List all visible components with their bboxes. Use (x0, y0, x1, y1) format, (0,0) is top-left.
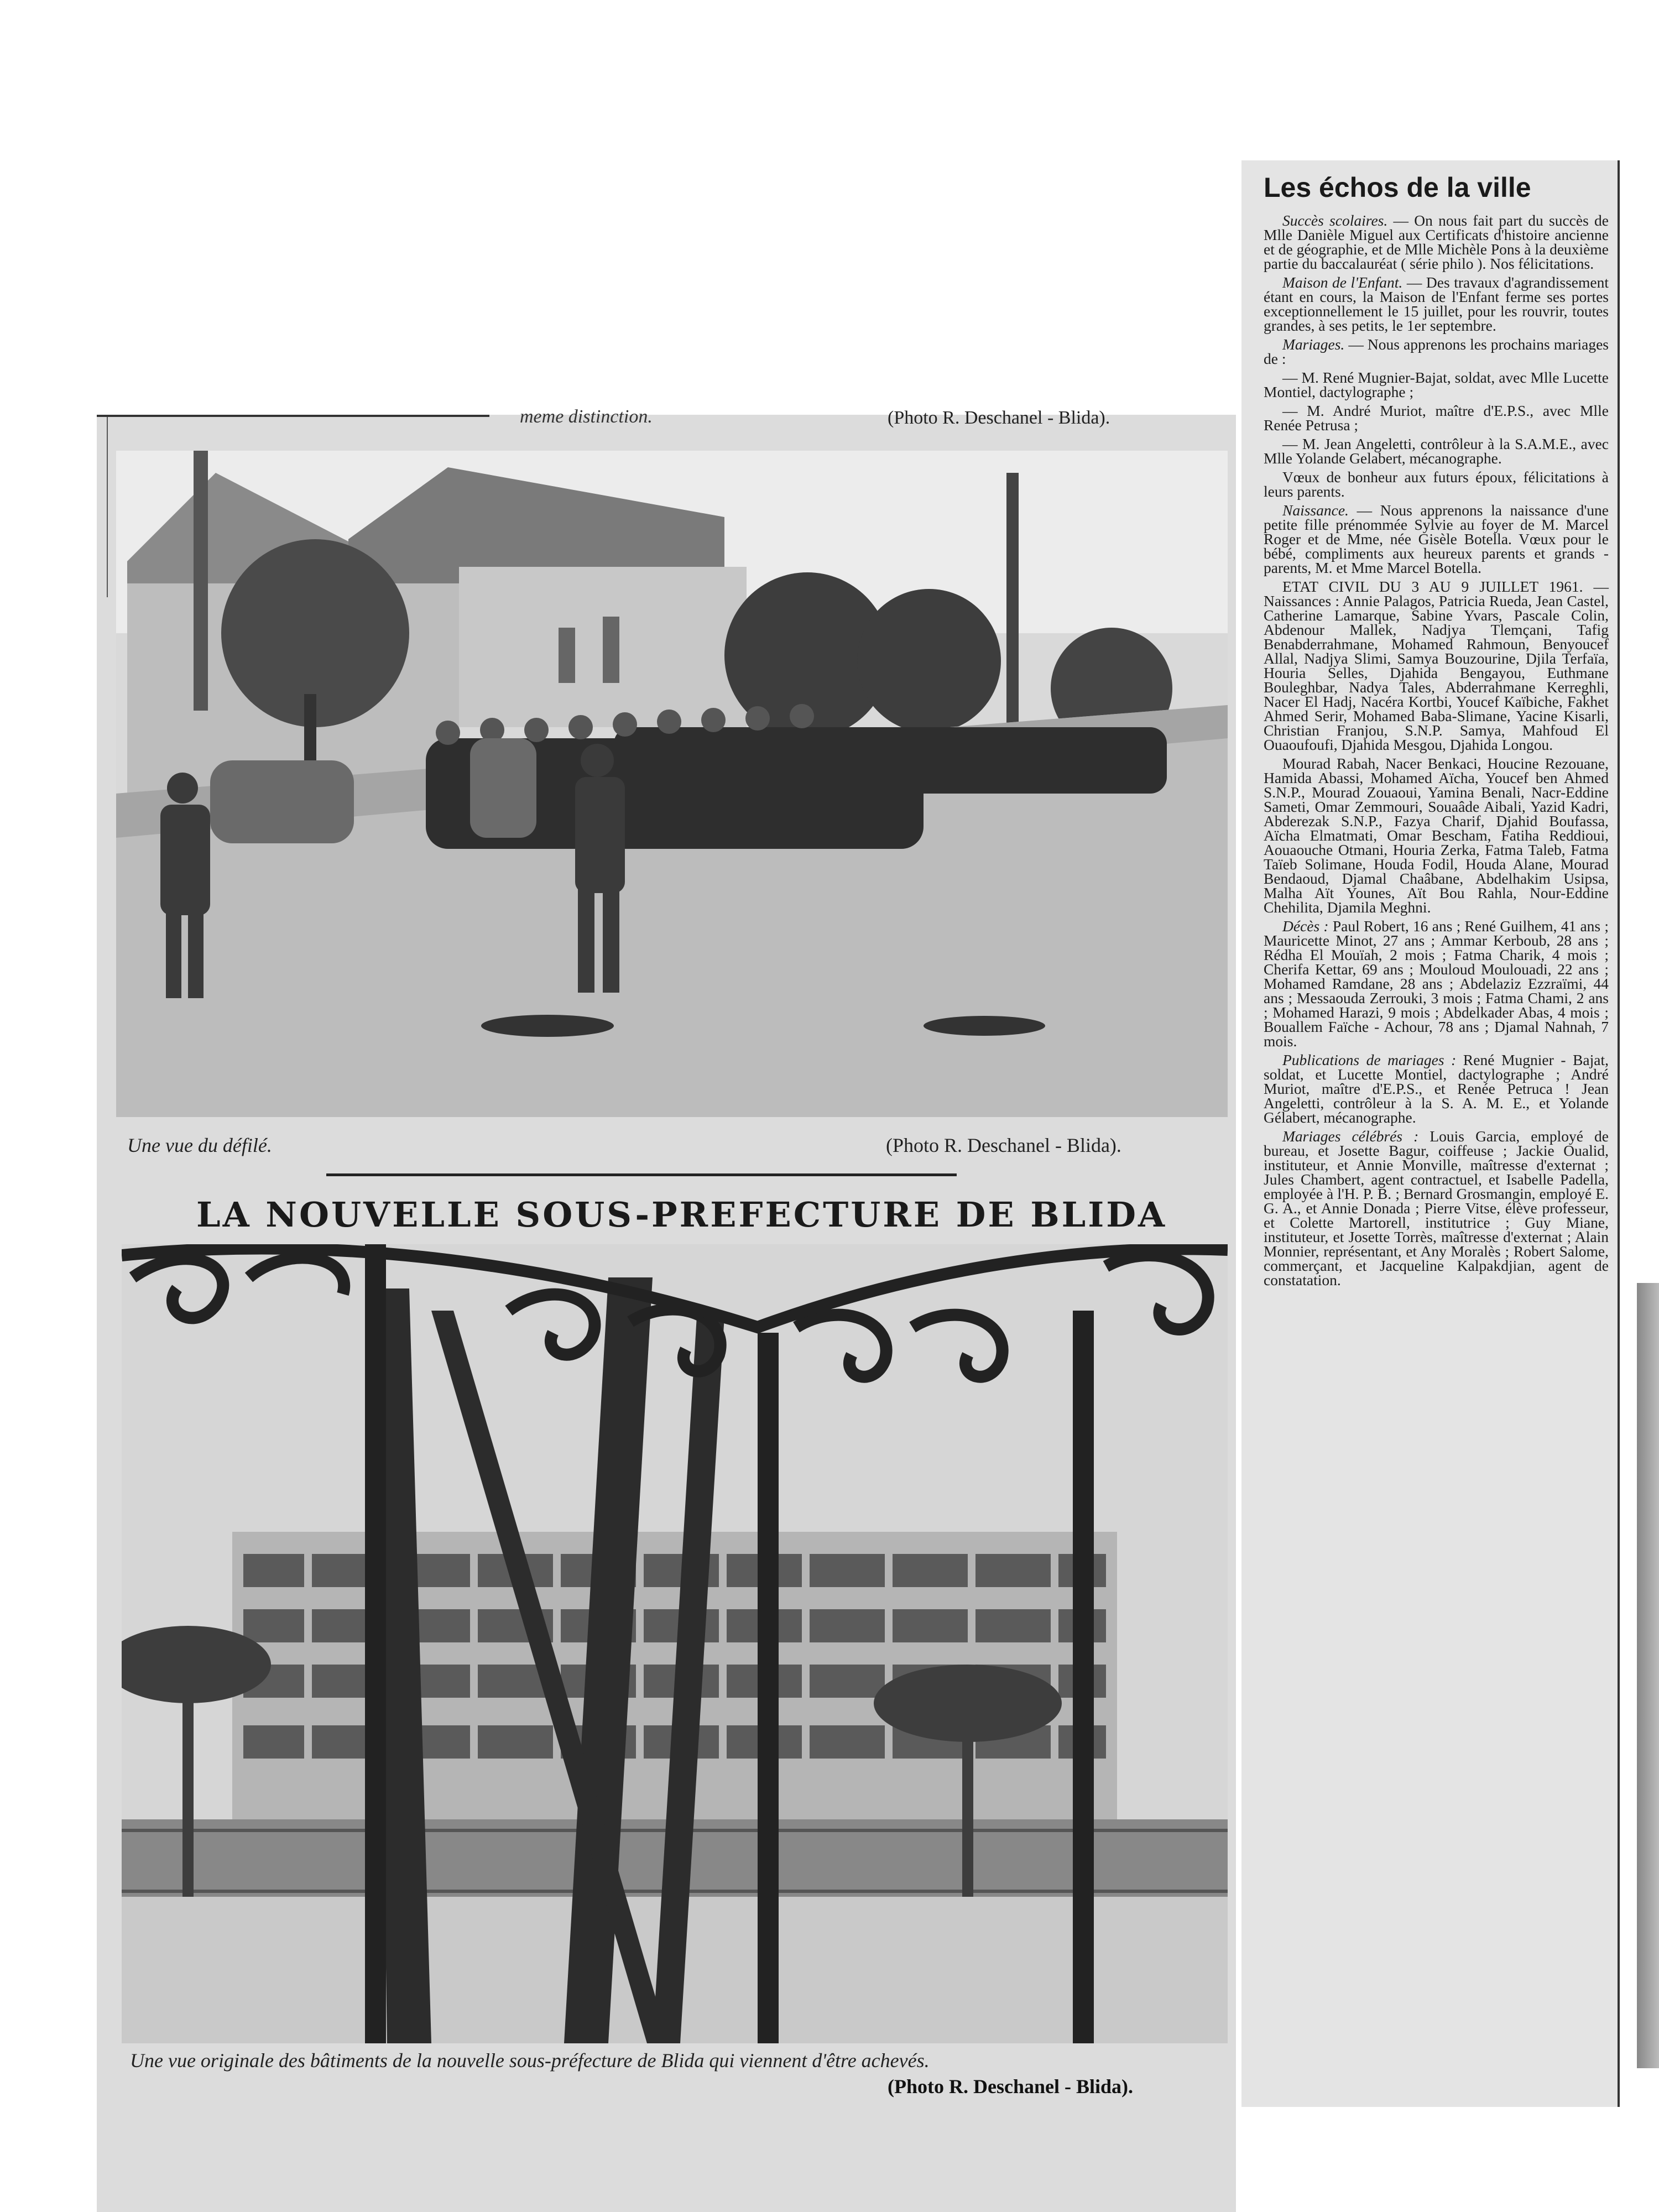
article-headline: LA NOUVELLE SOUS-PREFECTURE DE BLIDA (196, 1194, 1167, 1235)
paragraph-etat-civil: ETAT CIVIL DU 3 AU 9 JUILLET 1961. — Naissances : Annie Palagos, Patricia Rueda, Jean Castel, Catherine Lamarque, Sabine Yvars, Pascale Colin, Abdenour Mallek, Nadjya Tlemçani, Tafig Benabderrahmane, Mohamed Rahmoun, Benyoucef Allal, Nadjya Slimi, Samya Bouzourine, Djila Terfaïa, Houria Selles, Djahida Bengayou, Euthmane Bouleghbar, Nadya Tales, Abderrahmane Kerreghli, Nacer El Hadj, Nacéra Kortbi, Youcef Kaïbiche, Fakhet Ahmed Serir, Mohamed Baba-Slimane, Yacine Kisarli, Christian Franjou, S.N.P. Samya, Mahfoud El Ouaoufoufi, Djahida Mesgou, Djahida Longou. (1264, 578, 1609, 753)
paragraph-voeux: Vœux de bonheur aux futurs époux, félicitations à leurs parents. (1264, 468, 1609, 500)
paragraph-deces: Décès : Paul Robert, 16 ans ; René Guilhem, 41 ans ; Mauricette Minot, 27 ans ; Ammar Kerboub, 28 ans ; Rédha El Mouïah, 2 mois ; Fatma Charik, 4 mois ; Cherifa Kettar, 69 ans ; Mouloud Moulouadi, 22 ans ; Mohamed Ramdane, 28 ans ; Abdelaziz Ezzraïmi, 44 ans ; Messaouda Zerrouki, 3 mois ; Fatma Chami, 2 ans ; Mohamed Harazi, 9 mois ; Abdelkader Abas, 4 mois ; Bouallem Faïche - Achour, 78 ans ; Djamal Nahnah, 7 mois. (1264, 917, 1609, 1050)
paragraph-succes: Succès scolaires. — On nous fait part du succès de Mlle Danièle Miguel aux Certificats d'histoire ancienne et de géographie, et de Mlle Michèle Pons à la deuxième partie du baccalauréat ( série philo ). Nos félicitations. (1264, 212, 1609, 272)
paragraph-mariage-1: — M. René Mugnier-Bajat, soldat, avec Mlle Lucette Montiel, dactylographe ; (1264, 369, 1609, 400)
paragraph-mariage-3: — M. Jean Angeletti, contrôleur à la S.A.M.E., avec Mlle Yolande Gelabert, mécanographe. (1264, 435, 1609, 467)
paragraph-publications: Publications de mariages : René Mugnier - Bajat, soldat, et Lucette Montiel, dactylographe ; André Muriot, maître d'E.P.S., et Renée Petruca ! Jean Angeletti, contrôleur à la S. A. M. E., et Yolande Gélabert, mécanographe. (1264, 1051, 1609, 1126)
column-rule (1618, 160, 1620, 2107)
parade-caption: Une vue du défilé. (127, 1134, 272, 1156)
echos-column (1241, 160, 1618, 2107)
sous-prefecture-credit: (Photo R. Deschanel - Blida). (888, 2075, 1133, 2098)
paragraph-mariages-celebres: Mariages célébrés : Louis Garcia, employé de bureau, et Josette Bagur, coiffeuse ; Jackie Oualid, instituteur, et Annie Monville, maîtresse d'externat ; Jules Chambert, agent contractuel, et Isabelle Padella, employée à l'H. P. B. ; Bernard Grosmangin, employé E. G. A., et Annie Donada ; Pierre Vitse, élève professeur, et Colette Martorell, institutrice ; Guy Miane, instituteur, et Josette Torrès, maîtresse d'externat ; Alain Monnier, représentant, et Any Moralès ; Robert Salome, commerçant, et Jacqueline Kalpakdjian, agent de constatation. (1264, 1128, 1609, 1288)
paragraph-maison: Maison de l'Enfant. — Des travaux d'agrandissement étant en cours, la Maison de l'Enfant ferme ses portes exceptionnellement le 15 juillet, pour les rouvrir, toutes grandes, à ses petits, le 1er septembre. (1264, 274, 1609, 334)
parade-photo (116, 451, 1228, 1117)
top-rule (97, 415, 489, 417)
fragment-credit: (Photo R. Deschanel - Blida). (888, 408, 1110, 428)
fragment-caption: meme distinction. (520, 406, 653, 427)
paragraph-naissance: Naissance. — Nous apprenons la naissance d'une petite fille prénommée Sylvie au foyer de M. Marcel Roger et de Mme, née Gisèle Botella. Vœux pour le bébé, compliments aux heureux parents et grands - parents, M. et Mme Marcel Botella. (1264, 502, 1609, 576)
paragraph-naissances-suite: Mourad Rabah, Nacer Benkaci, Houcine Rezouane, Hamida Abassi, Mohamed Aïcha, Youcef ben Ahmed S.N.P., Mourad Zouaoui, Yamina Benali, Nacr-Eddine Sameti, Omar Zemmouri, Souaâde Aibali, Yazid Kadri, Abderezak S.N.P., Fazya Charif, Djahid Boufassa, Aïcha Elmatmati, Omar Bescham, Fatiha Reddioui, Aouaouche Otmani, Houria Zerka, Fatma Taleb, Fatma Taïeb Solimane, Houda Fodil, Houda Alane, Mourad Bendaoud, Djamal Chaâbane, Abdelhakim Usipsa, Malha Aït Younes, Aït Bou Rahla, Nour-Eddine Chehilita, Djamila Meghni. (1264, 755, 1609, 916)
paragraph-mariage-2: — M. André Muriot, maître d'E.P.S., avec Mlle Renée Petrusa ; (1264, 402, 1609, 434)
parade-credit: (Photo R. Deschanel - Blida). (886, 1134, 1121, 1156)
section-rule (326, 1173, 957, 1176)
paragraph-mariages: Mariages. — Nous apprenons les prochains mariages de : (1264, 336, 1609, 367)
right-page-fragment (1637, 1283, 1659, 2068)
left-margin-fragment (97, 415, 108, 597)
sous-prefecture-caption: Une vue originale des bâtiments de la nouvelle sous-préfecture de Blida qui viennent d'être achevés. (130, 2049, 930, 2072)
column-title: Les échos de la ville (1264, 172, 1531, 203)
sous-prefecture-photo (122, 1244, 1228, 2043)
